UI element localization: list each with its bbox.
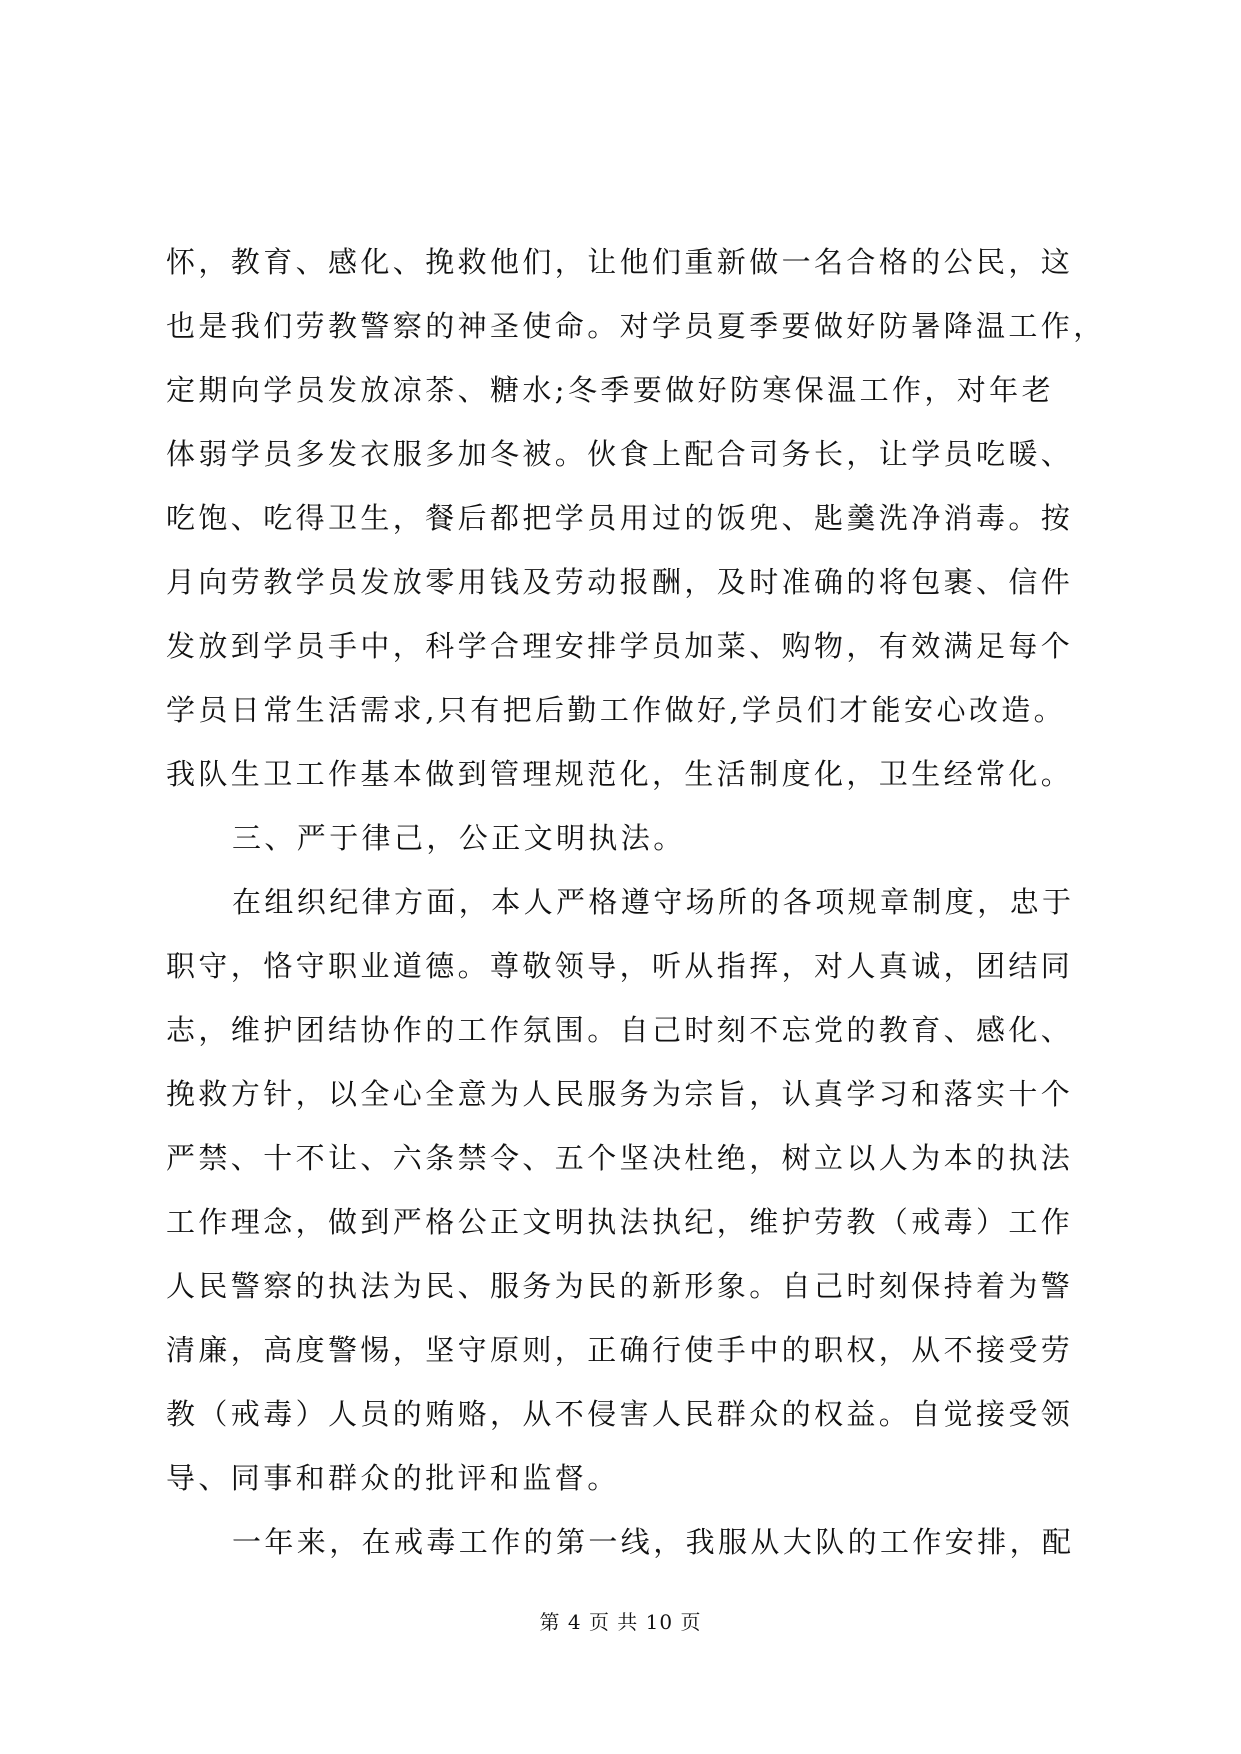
text-line: 职守，恪守职业道德。尊敬领导，听从指挥，对人真诚，团结同 — [166, 949, 1074, 983]
text-line: 吃饱、吃得卫生，餐后都把学员用过的饭兜、匙羹洗净消毒。按 — [166, 501, 1074, 535]
text-line: 导、同事和群众的批评和监督。 — [166, 1461, 620, 1495]
text-line: 人民警察的执法为民、服务为民的新形象。自己时刻保持着为警 — [166, 1269, 1074, 1303]
text-line: 怀，教育、感化、挽救他们，让他们重新做一名合格的公民，这 — [166, 245, 1074, 279]
text-line: 发放到学员手中，科学合理安排学员加菜、购物，有效满足每个 — [166, 629, 1074, 663]
body-text — [166, 230, 1126, 1574]
text-line: 挽救方针，以全心全意为人民服务为宗旨，认真学习和落实十个 — [166, 1077, 1074, 1111]
text-line: 我队生卫工作基本做到管理规范化，生活制度化，卫生经常化。 — [166, 757, 1074, 791]
text-line: 体弱学员多发衣服多加冬被。伙食上配合司务长，让学员吃暖、 — [166, 437, 1074, 471]
text-line: 月向劳教学员发放零用钱及劳动报酬，及时准确的将包裹、信件 — [166, 565, 1074, 599]
text-line: 严禁、十不让、六条禁令、五个坚决杜绝，树立以人为本的执法 — [166, 1141, 1074, 1175]
text-line: 定期向学员发放凉茶、糖水;冬季要做好防寒保温工作，对年老 — [166, 373, 1054, 407]
text-line: 教（戒毒）人员的贿赂，从不侵害人民群众的权益。自觉接受领 — [166, 1397, 1074, 1431]
paragraph-start-line: 在组织纪律方面，本人严格遵守场所的各项规章制度，忠于 — [232, 885, 1075, 919]
page-number-footer: 第 4 页 共 10 页 — [539, 1610, 702, 1634]
text-line: 清廉，高度警惕，坚守原则，正确行使手中的职权，从不接受劳 — [166, 1333, 1074, 1367]
paragraph-start-line: 一年来，在戒毒工作的第一线，我服从大队的工作安排，配 — [232, 1525, 1075, 1559]
section-heading: 三、严于律己，公正文明执法。 — [232, 821, 686, 855]
text-line: 也是我们劳教警察的神圣使命。对学员夏季要做好防暑降温工作， — [166, 309, 1106, 343]
text-line: 志，维护团结协作的工作氛围。自己时刻不忘党的教育、感化、 — [166, 1013, 1074, 1047]
text-line: 学员日常生活需求,只有把后勤工作做好,学员们才能安心改造。 — [166, 693, 1067, 727]
text-line: 工作理念，做到严格公正文明执法执纪，维护劳教（戒毒）工作 — [166, 1205, 1074, 1239]
